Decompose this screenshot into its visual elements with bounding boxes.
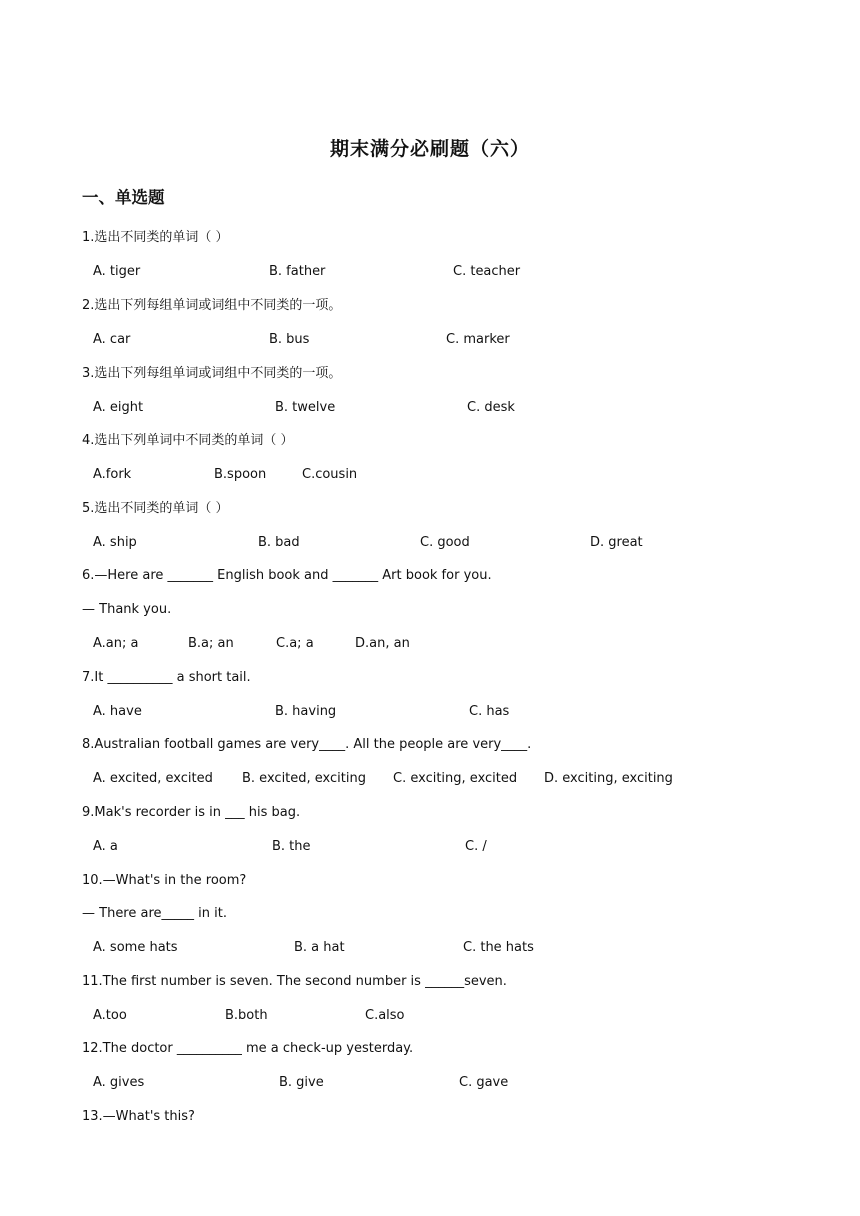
q12-option-a[interactable]: A. gives — [93, 1075, 145, 1090]
q6-option-b[interactable]: B.a; an — [188, 636, 234, 651]
q8-option-c[interactable]: C. exciting, excited — [393, 771, 518, 786]
q1-option-c[interactable]: C. teacher — [453, 264, 521, 279]
q1-option-b[interactable]: B. father — [269, 264, 326, 279]
q3-option-b[interactable]: B. twelve — [275, 400, 336, 415]
question-6-stem: 6.—Here are _______ English book and _______ Art book for you. — [82, 568, 492, 583]
question-7-stem: 7.It __________ a short tail. — [82, 670, 251, 685]
q7-option-c[interactable]: C. has — [469, 704, 510, 719]
q6-option-d[interactable]: D.an, an — [355, 636, 410, 651]
q2-option-c[interactable]: C. marker — [446, 332, 510, 347]
question-2-stem: 2.选出下列每组单词或词组中不同类的一项。 — [82, 298, 342, 313]
question-12-stem: 12.The doctor __________ me a check-up yesterday. — [82, 1041, 414, 1056]
q8-option-a[interactable]: A. excited, excited — [93, 771, 213, 786]
question-3-stem: 3.选出下列每组单词或词组中不同类的一项。 — [82, 366, 342, 381]
q2-option-a[interactable]: A. car — [93, 332, 131, 347]
q10-option-c[interactable]: C. the hats — [463, 940, 534, 955]
q5-option-a[interactable]: A. ship — [93, 535, 137, 550]
q10-option-a[interactable]: A. some hats — [93, 940, 178, 955]
q7-option-a[interactable]: A. have — [93, 704, 142, 719]
q8-option-b[interactable]: B. excited, exciting — [242, 771, 366, 786]
q11-option-b[interactable]: B.both — [225, 1008, 268, 1023]
question-8-stem: 8.Australian football games are very____. All the people are very____. — [82, 737, 532, 752]
question-10-reply: — There are_____ in it. — [82, 906, 227, 921]
q9-option-b[interactable]: B. the — [272, 839, 311, 854]
q2-option-b[interactable]: B. bus — [269, 332, 310, 347]
page-title: 期末满分必刷题（六） — [329, 138, 530, 160]
q1-option-a[interactable]: A. tiger — [93, 264, 141, 279]
q5-option-d[interactable]: D. great — [590, 535, 643, 550]
q8-option-d[interactable]: D. exciting, exciting — [544, 771, 673, 786]
q7-option-b[interactable]: B. having — [275, 704, 337, 719]
question-4-stem: 4.选出下列单词中不同类的单词（ ） — [82, 433, 294, 448]
question-6-reply: — Thank you. — [82, 602, 172, 617]
question-13-stem: 13.—What's this? — [82, 1109, 195, 1124]
q11-option-c[interactable]: C.also — [365, 1008, 405, 1023]
q6-option-c[interactable]: C.a; a — [276, 636, 314, 651]
question-11-stem: 11.The first number is seven. The second number is ______seven. — [82, 974, 507, 989]
q6-option-a[interactable]: A.an; a — [93, 636, 139, 651]
q3-option-c[interactable]: C. desk — [467, 400, 515, 415]
q9-option-c[interactable]: C. / — [465, 839, 487, 854]
question-5-stem: 5.选出不同类的单词（ ） — [82, 501, 229, 516]
q12-option-c[interactable]: C. gave — [459, 1075, 509, 1090]
question-1-stem: 1.选出不同类的单词（ ） — [82, 230, 229, 245]
q4-option-b[interactable]: B.spoon — [214, 467, 267, 482]
q9-option-a[interactable]: A. a — [93, 839, 118, 854]
question-9-stem: 9.Mak's recorder is in ___ his bag. — [82, 805, 301, 820]
q10-option-b[interactable]: B. a hat — [294, 940, 345, 955]
q4-option-a[interactable]: A.fork — [93, 467, 132, 482]
section-heading: 一、单选题 — [82, 188, 165, 207]
q5-option-c[interactable]: C. good — [420, 535, 470, 550]
q3-option-a[interactable]: A. eight — [93, 400, 144, 415]
q11-option-a[interactable]: A.too — [93, 1008, 127, 1023]
q12-option-b[interactable]: B. give — [279, 1075, 324, 1090]
q4-option-c[interactable]: C.cousin — [302, 467, 358, 482]
q5-option-b[interactable]: B. bad — [258, 535, 300, 550]
question-10-stem: 10.—What's in the room? — [82, 873, 247, 888]
